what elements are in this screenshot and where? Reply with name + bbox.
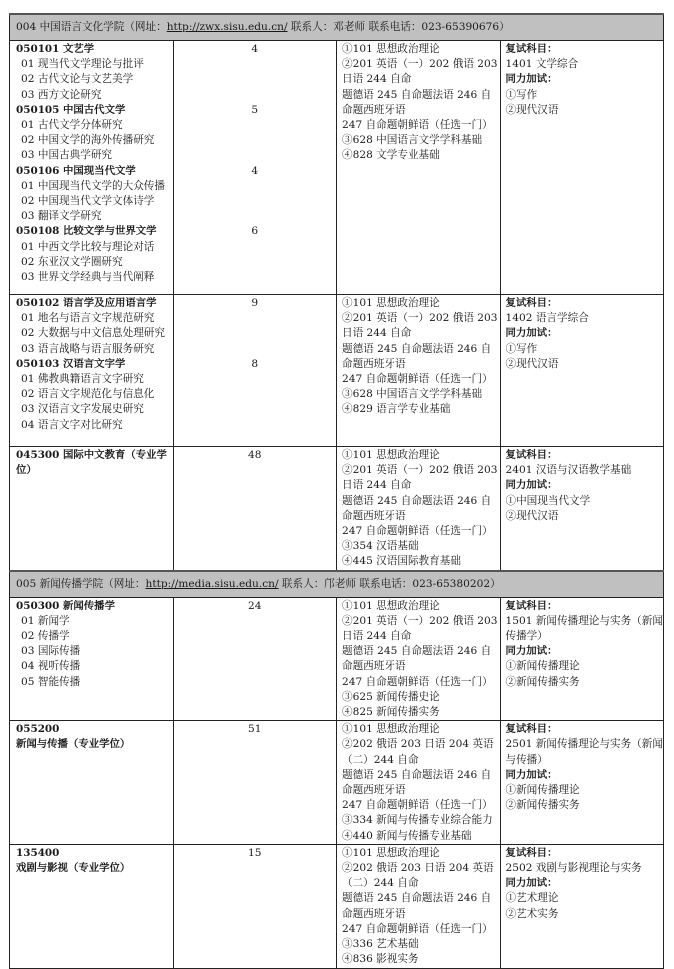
major-code: 050103 <box>16 357 60 370</box>
admissions-table-body <box>10 14 664 968</box>
exam-subject: ①101 思想政治理论 <box>342 43 440 55</box>
exam-subject: ②201 英语（一）202 俄语 203 日语 244 自命 <box>342 58 498 86</box>
major-name: 汉语言文字学 <box>63 357 126 370</box>
exam-subject: ①101 思想政治理论 <box>342 599 440 612</box>
quota-spacer <box>174 209 337 224</box>
extra-exam-label: 同力加试： <box>505 877 558 890</box>
exam-subjects-cell <box>337 295 501 447</box>
research-direction: 03 国际传播 <box>21 645 81 658</box>
quota-cell <box>173 41 337 295</box>
quota-spacer <box>174 402 337 417</box>
quota-cell <box>173 844 337 968</box>
extra-exam-subject: ①中国现当代文学 <box>505 494 591 507</box>
quota-spacer <box>174 659 337 674</box>
extra-exam-subject: ①新闻传播理论 <box>505 660 580 673</box>
retest-cell <box>500 447 664 571</box>
retest-label: 复试科目： <box>505 599 558 612</box>
exam-subject: ④828 文学专业基础 <box>342 149 440 162</box>
extra-exam-label: 同力加试： <box>505 327 558 340</box>
major-title <box>16 357 173 372</box>
major-name: 新闻与传播（专业学位） <box>16 738 131 751</box>
extra-exam-subject: ②艺术实务 <box>505 907 559 920</box>
research-direction: 03 世界文学经典与当代阐释 <box>21 271 155 284</box>
department-contact: 联系人：邝老师 联系电话：023-65380202） <box>278 577 501 590</box>
major-code: 045300 <box>16 449 60 461</box>
retest-subject: 传播学） <box>505 630 548 643</box>
exam-subjects-cell <box>337 721 501 845</box>
major-code: 050102 <box>16 297 60 309</box>
research-direction: 02 中国文学的海外传播研究 <box>21 134 155 147</box>
exam-subject: 题德语 245 自命题法语 246 自命题西班牙语 <box>342 88 492 116</box>
quota-cell <box>173 597 337 721</box>
extra-exam-subject: ①艺术理论 <box>505 892 559 905</box>
major-name: 新闻传播学 <box>63 599 115 612</box>
exam-subject: 247 自命题朝鲜语（任选一门） <box>342 119 493 132</box>
department-website-link[interactable]: http://zwx.sisu.edu.cn/ <box>166 20 288 33</box>
quota-spacer <box>174 255 337 270</box>
exam-subject: ③625 新闻传播史论 <box>342 690 440 703</box>
retest-subject: 1402 语言学综合 <box>505 312 589 325</box>
major-title <box>16 103 173 118</box>
major-code: 055200 <box>16 723 60 736</box>
exam-subject: 题德语 245 自命题法语 246 自命题西班牙语 <box>342 645 492 673</box>
exam-subject: 题德语 245 自命题法语 246 自命题西班牙语 <box>342 494 492 522</box>
program-row <box>10 41 664 295</box>
major-cell <box>10 447 174 571</box>
department-header-row <box>10 571 664 598</box>
department-header-row <box>10 14 664 41</box>
exam-subject: ③334 新闻与传播专业综合能力 <box>342 814 493 827</box>
exam-subject: 247 自命题朝鲜语（任选一门） <box>342 922 493 935</box>
research-direction: 03 语言战略与语言服务研究 <box>21 342 155 355</box>
research-direction: 01 佛教典籍语言文字研究 <box>21 373 144 386</box>
exam-subject: ④445 汉语国际教育基础 <box>342 555 461 568</box>
retest-label: 复试科目： <box>505 297 558 309</box>
major-code: 050106 <box>16 164 60 177</box>
quota-spacer <box>174 644 337 659</box>
major-title <box>16 164 173 179</box>
quota-spacer <box>174 342 337 357</box>
quota-value: 6 <box>251 225 259 238</box>
exam-subject: 题德语 245 自命题法语 246 自命题西班牙语 <box>342 768 492 797</box>
major-title <box>16 599 173 614</box>
quota-cell <box>173 295 337 447</box>
quota-spacer <box>174 118 337 133</box>
exam-subject: ④836 影视实务 <box>342 953 419 966</box>
exam-subject: 题德语 245 自命题法语 246 自命题西班牙语 <box>342 342 492 370</box>
extra-exam-subject: ①写作 <box>505 88 538 101</box>
quota-spacer <box>174 240 337 255</box>
major-code: 135400 <box>16 846 60 859</box>
exam-subject: ②201 英语（一）202 俄语 203 日语 244 自命 <box>342 312 498 340</box>
retest-cell <box>500 721 664 845</box>
retest-cell <box>500 844 664 968</box>
quota-value: 4 <box>251 164 259 177</box>
retest-label: 复试科目： <box>505 43 558 55</box>
major-name: 中国现当代文学 <box>63 164 136 177</box>
quota-value: 9 <box>251 297 259 309</box>
retest-subject: 1501 新闻传播理论与实务（新闻 <box>505 614 663 627</box>
retest-cell <box>500 41 664 295</box>
major-name: 比较文学与世界文学 <box>63 225 157 238</box>
research-direction: 03 翻译文学研究 <box>21 210 102 223</box>
program-row <box>10 721 664 845</box>
research-direction: 01 新闻学 <box>21 614 70 627</box>
research-direction: 01 地名与语言文字规范研究 <box>21 312 155 325</box>
major-name: 戏剧与影视（专业学位） <box>16 862 131 875</box>
program-row <box>10 447 664 571</box>
retest-subject: 1401 文学综合 <box>505 58 579 71</box>
major-title <box>16 722 173 752</box>
quota-spacer <box>174 133 337 148</box>
extra-exam-label: 同力加试： <box>505 479 558 492</box>
extra-exam-subject: ①写作 <box>505 342 538 355</box>
quota-spacer <box>174 311 337 326</box>
major-title <box>16 846 173 876</box>
research-direction: 02 语言文字规范化与信息化 <box>21 388 155 401</box>
exam-subject: 247 自命题朝鲜语（任选一门） <box>342 373 493 386</box>
research-direction: 02 东亚汉文学圈研究 <box>21 255 123 268</box>
retest-label: 复试科目： <box>505 723 558 736</box>
quota-spacer <box>174 387 337 402</box>
exam-subject: ①101 思想政治理论 <box>342 449 440 461</box>
retest-cell <box>500 597 664 721</box>
major-name: 语言学及应用语言学 <box>63 297 157 309</box>
program-row <box>10 844 664 968</box>
major-name: 文艺学 <box>63 43 95 55</box>
quota-spacer <box>174 418 337 433</box>
quota-spacer <box>174 372 337 387</box>
exam-subject: ②202 俄语 203 日语 204 英语（二）244 自命 <box>342 862 494 890</box>
exam-subject: ③336 艺术基础 <box>342 938 419 951</box>
quota-value: 4 <box>251 43 259 55</box>
research-direction: 02 传播学 <box>21 630 70 643</box>
exam-subject: ①101 思想政治理论 <box>342 723 440 736</box>
major-title <box>16 42 173 57</box>
quota-value: 51 <box>248 723 262 736</box>
major-title <box>16 296 173 311</box>
department-name: 005 新闻传播学院（网址： <box>16 577 146 590</box>
quota-value: 24 <box>248 599 262 612</box>
extra-exam-label: 同力加试： <box>505 645 558 658</box>
exam-subject: ①101 思想政治理论 <box>342 297 440 309</box>
major-code: 050108 <box>16 225 60 238</box>
exam-subject: 247 自命题朝鲜语（任选一门） <box>342 525 493 538</box>
retest-cell <box>500 295 664 447</box>
research-direction: 03 汉语言文字发展史研究 <box>21 403 144 416</box>
extra-exam-subject: ②现代汉语 <box>505 357 559 370</box>
major-cell <box>10 41 174 295</box>
major-cell <box>10 844 174 968</box>
extra-exam-subject: ②新闻传播实务 <box>505 675 580 688</box>
extra-exam-subject: ②现代汉语 <box>505 103 559 116</box>
quota-value: 15 <box>248 846 262 859</box>
major-cell <box>10 295 174 447</box>
program-row <box>10 295 664 447</box>
major-code: 050300 <box>16 599 60 612</box>
research-direction: 01 现当代文学理论与批评 <box>21 58 144 71</box>
research-direction: 02 古代文论与文艺美学 <box>21 73 134 86</box>
admissions-table <box>9 13 664 969</box>
retest-subject: 2502 戏剧与影视理论与实务 <box>505 862 642 875</box>
research-direction: 04 语言文字对比研究 <box>21 418 123 431</box>
exam-subjects-cell <box>337 41 501 295</box>
department-website-link[interactable]: http://media.sisu.edu.cn/ <box>145 577 279 590</box>
major-code: 050105 <box>16 103 60 116</box>
program-row <box>10 597 664 721</box>
exam-subject: ②201 英语（一）202 俄语 203 日语 244 自命 <box>342 614 498 643</box>
quota-spacer <box>174 57 337 72</box>
exam-subject: ③354 汉语基础 <box>342 540 419 553</box>
department-contact: 联系人：邓老师 联系电话：023-65390676） <box>287 20 510 33</box>
quota-value: 48 <box>248 449 262 461</box>
research-direction: 02 中国现当代文学文体诗学 <box>21 195 155 208</box>
major-name: 中国古代文学 <box>63 103 126 116</box>
exam-subject: ③628 中国语言文学学科基础 <box>342 388 483 401</box>
extra-exam-subject: ②现代汉语 <box>505 509 559 522</box>
extra-exam-label: 同力加试： <box>505 73 558 86</box>
research-direction: 03 西方文论研究 <box>21 88 102 101</box>
extra-exam-subject: ②新闻传播实务 <box>505 799 580 812</box>
major-title <box>16 224 173 239</box>
retest-label: 复试科目： <box>505 449 558 461</box>
exam-subjects-cell <box>337 844 501 968</box>
quota-spacer <box>174 88 337 103</box>
exam-subjects-cell <box>337 597 501 721</box>
retest-label: 复试科目： <box>505 846 558 859</box>
major-name: 国际中文教育（专业学位） <box>16 449 167 477</box>
retest-subject: 与传播） <box>505 753 548 766</box>
quota-cell <box>173 447 337 571</box>
quota-value: 8 <box>251 357 259 370</box>
quota-value: 5 <box>251 103 259 116</box>
quota-spacer <box>174 270 337 285</box>
retest-subject: 2501 新闻传播理论与实务（新闻 <box>505 738 663 751</box>
department-header <box>10 14 664 41</box>
quota-spacer <box>174 326 337 341</box>
exam-subject: ④440 新闻与传播专业基础 <box>342 829 472 842</box>
major-cell <box>10 597 174 721</box>
research-direction: 01 中国现当代文学的大众传播 <box>21 179 165 192</box>
research-direction: 01 古代文学分体研究 <box>21 119 123 132</box>
quota-spacer <box>174 194 337 209</box>
exam-subject: ④829 语言学专业基础 <box>342 403 451 416</box>
research-direction: 03 中国古典学研究 <box>21 149 113 162</box>
quota-cell <box>173 721 337 845</box>
major-code: 050101 <box>16 43 60 55</box>
retest-subject: 2401 汉语与汉语教学基础 <box>505 464 632 477</box>
research-direction: 02 大数据与中文信息处理研究 <box>21 327 165 340</box>
quota-spacer <box>174 675 337 690</box>
exam-subject: ②202 俄语 203 日语 204 英语（二）244 自命 <box>342 738 494 766</box>
quota-spacer <box>174 72 337 87</box>
exam-subject: 247 自命题朝鲜语（任选一门） <box>342 675 493 688</box>
research-direction: 04 视听传播 <box>21 660 81 673</box>
quota-spacer <box>174 179 337 194</box>
exam-subject: ④825 新闻传播实务 <box>342 706 440 719</box>
extra-exam-subject: ①新闻传播理论 <box>505 784 580 797</box>
exam-subjects-cell <box>337 447 501 571</box>
exam-subject: ①101 思想政治理论 <box>342 846 440 859</box>
exam-subject: ②201 英语（一）202 俄语 203 日语 244 自命 <box>342 464 498 492</box>
major-title <box>16 448 173 478</box>
major-cell <box>10 721 174 845</box>
research-direction: 01 中西文学比较与理论对话 <box>21 240 155 253</box>
quota-spacer <box>174 614 337 629</box>
department-header <box>10 571 664 598</box>
exam-subject: ③628 中国语言文学学科基础 <box>342 134 483 147</box>
exam-subject: 247 自命题朝鲜语（任选一门） <box>342 799 493 812</box>
extra-exam-label: 同力加试： <box>505 768 558 781</box>
exam-subject: 题德语 245 自命题法语 246 自命题西班牙语 <box>342 892 492 920</box>
quota-spacer <box>174 148 337 163</box>
quota-spacer <box>174 629 337 644</box>
research-direction: 05 智能传播 <box>21 675 81 688</box>
department-name: 004 中国语言文化学院（网址： <box>16 20 167 33</box>
